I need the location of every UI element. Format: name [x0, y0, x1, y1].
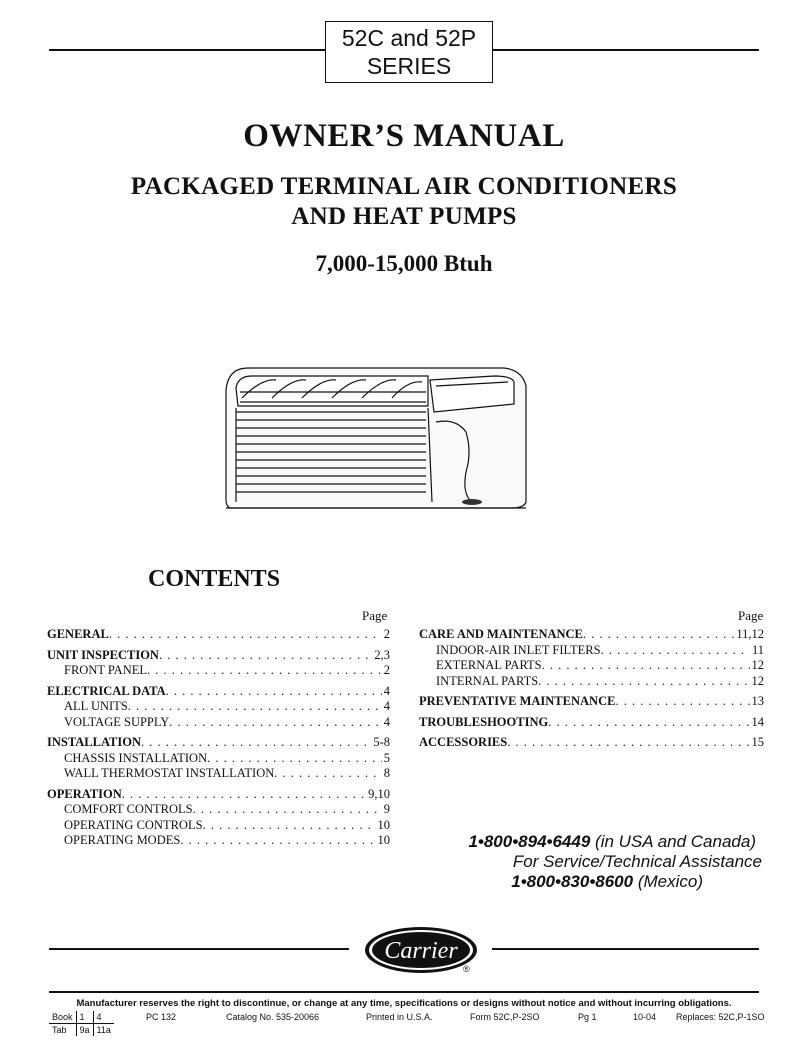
toc-entry-page: 12: [751, 673, 764, 688]
toc-entry: [47, 627, 390, 643]
toc-entry-page: 2: [383, 663, 390, 677]
toc-entry-page: 2: [383, 627, 390, 641]
toc-left-column: [47, 627, 390, 849]
toc-entry-label: PREVENTATIVE MAINTENANCE: [419, 694, 616, 708]
phone-usa-note: (in USA and Canada): [595, 832, 756, 851]
service-line: For Service/Technical Assistance: [512, 852, 762, 871]
book-1: 1: [76, 1011, 93, 1024]
phone-mexico: 1•800•830•8600: [511, 872, 634, 891]
page-title: OWNER’S MANUAL: [243, 118, 565, 154]
toc-entry-label: COMFORT CONTROLS: [64, 802, 193, 816]
toc-entry-label: FRONT PANEL: [64, 663, 148, 677]
toc-entry-page: 10: [377, 833, 390, 847]
contents-heading: CONTENTS: [148, 566, 281, 592]
footer-date: 10-04: [633, 1012, 657, 1022]
toc-entry-label: INTERNAL PARTS: [436, 673, 539, 688]
phone-usa-line: [468, 832, 756, 852]
toc-entry-page: 4: [383, 699, 390, 713]
toc-entry: [419, 627, 764, 643]
tab-2: 11a: [93, 1024, 114, 1037]
toc-entry-label: TROUBLESHOOTING: [419, 714, 549, 729]
toc-entry: [47, 833, 390, 849]
toc-leader-dots: [507, 735, 749, 751]
toc-entry: [47, 766, 390, 782]
tab-label: Tab: [52, 1025, 67, 1035]
toc-entry: [47, 818, 390, 834]
book-2: 4: [93, 1011, 114, 1024]
toc-entry-page: 10: [377, 817, 390, 832]
subtitle-line-2: AND HEAT PUMPS: [291, 203, 517, 230]
book-tab-table: [49, 1011, 114, 1036]
toc-entry: [419, 658, 764, 674]
toc-leader-dots: [166, 684, 382, 700]
toc-right-column: [419, 627, 764, 751]
series-box: [325, 21, 493, 83]
toc-leader-dots: [180, 833, 375, 849]
toc-entry: [47, 802, 390, 818]
phone-usa: 1•800•894•6449: [468, 832, 591, 851]
toc-entry-page: 8: [383, 766, 390, 780]
left-page-label: Page: [362, 608, 388, 623]
toc-entry: [47, 663, 390, 679]
footer-pc: PC 132: [146, 1012, 177, 1022]
toc-leader-dots: [141, 735, 371, 751]
toc-entry-label: ACCESSORIES: [419, 735, 508, 749]
footer-replaces: Replaces: 52C,P-1SO: [676, 1012, 765, 1022]
capacity-range: 7,000-15,000 Btuh: [315, 251, 493, 276]
toc-entry: [419, 694, 764, 710]
phone-mexico-note: (Mexico): [637, 872, 703, 891]
toc-entry-page: 5-8: [373, 735, 390, 749]
series-line-2: SERIES: [366, 53, 452, 79]
toc-entry-page: 9: [383, 802, 390, 816]
footer-rule: [49, 991, 759, 993]
toc-leader-dots: [615, 694, 749, 710]
ptac-unit-illustration: [222, 362, 534, 522]
toc-entry: [419, 735, 764, 751]
logo-text: Carrier: [384, 938, 458, 964]
toc-entry-label: EXTERNAL PARTS: [436, 658, 542, 672]
toc-entry-label: CHASSIS INSTALLATION: [64, 750, 208, 765]
toc-entry: [47, 735, 390, 751]
toc-entry: [419, 715, 764, 731]
toc-entry-label: OPERATING CONTROLS: [64, 817, 203, 832]
toc-entry-page: 12: [751, 658, 764, 672]
toc-leader-dots: [274, 766, 381, 782]
toc-entry-page: 2,3: [374, 647, 390, 662]
toc-leader-dots: [207, 751, 382, 767]
book-label: Book: [49, 1011, 76, 1024]
toc-entry-page: 5: [383, 750, 390, 765]
logo-rule-right: [492, 948, 759, 950]
toc-entry-label: UNIT INSPECTION: [47, 647, 159, 662]
footer-form: Form 52C,P-2SO: [470, 1012, 540, 1022]
toc-entry-label: OPERATION: [47, 786, 122, 801]
toc-entry-page: 4: [383, 714, 390, 729]
toc-leader-dots: [193, 802, 382, 818]
logo-rule-left: [49, 948, 349, 950]
top-rule-right: [493, 49, 759, 51]
toc-entry: [47, 684, 390, 700]
toc-leader-dots: [601, 643, 750, 659]
toc-entry-page: 11: [751, 642, 764, 657]
toc-entry-label: WALL THERMOSTAT INSTALLATION: [64, 766, 275, 780]
footer-printed: Printed in U.S.A.: [366, 1012, 433, 1022]
toc-leader-dots: [583, 627, 734, 643]
footer-page: Pg 1: [578, 1012, 597, 1022]
toc-leader-dots: [147, 663, 382, 679]
series-line-1: 52C and 52P: [341, 25, 477, 51]
disclaimer: Manufacturer reserves the right to discontinue, or change at any time, specifications or designs without notice and without incurring obligations.: [76, 998, 732, 1009]
toc-entry: [419, 643, 764, 659]
toc-entry: [47, 699, 390, 715]
toc-entry: [419, 674, 764, 690]
toc-entry-page: 9,10: [368, 786, 390, 801]
toc-entry-label: CARE AND MAINTENANCE: [419, 627, 583, 641]
toc-entry-page: 4: [383, 683, 390, 698]
toc-leader-dots: [538, 674, 749, 690]
subtitle-line-1: PACKAGED TERMINAL AIR CONDITIONERS: [130, 173, 678, 200]
toc-entry-label: ELECTRICAL DATA: [47, 683, 166, 698]
toc-entry: [47, 648, 390, 664]
toc-entry: [47, 751, 390, 767]
toc-entry-label: OPERATING MODES: [64, 833, 181, 847]
phone-mexico-line: [511, 872, 703, 892]
top-rule-left: [49, 49, 325, 51]
toc-leader-dots: [169, 715, 381, 731]
toc-entry-page: 14: [751, 714, 764, 729]
page-subtitle: [0, 172, 808, 232]
toc-leader-dots: [203, 818, 376, 834]
registered-mark: ®: [463, 964, 470, 974]
toc-entry-label: ALL UNITS: [64, 699, 128, 713]
toc-entry-page: 15: [751, 735, 764, 749]
toc-leader-dots: [542, 658, 750, 674]
toc-entry-label: INDOOR-AIR INLET FILTERS: [436, 642, 601, 657]
toc-entry-page: 13: [751, 694, 764, 708]
toc-entry: [47, 787, 390, 803]
toc-entry: [47, 715, 390, 731]
toc-leader-dots: [122, 787, 366, 803]
footer-catalog: Catalog No. 535-20066: [226, 1012, 320, 1022]
toc-leader-dots: [548, 715, 749, 731]
toc-leader-dots: [109, 627, 382, 643]
toc-entry-label: GENERAL: [47, 627, 109, 641]
tab-1: 9a: [76, 1024, 93, 1037]
toc-entry-label: INSTALLATION: [47, 735, 142, 749]
toc-entry-page: 11,12: [736, 627, 764, 641]
toc-leader-dots: [159, 648, 372, 664]
toc-leader-dots: [128, 699, 382, 715]
toc-entry-label: VOLTAGE SUPPLY: [64, 714, 170, 729]
right-page-label: Page: [738, 608, 764, 623]
